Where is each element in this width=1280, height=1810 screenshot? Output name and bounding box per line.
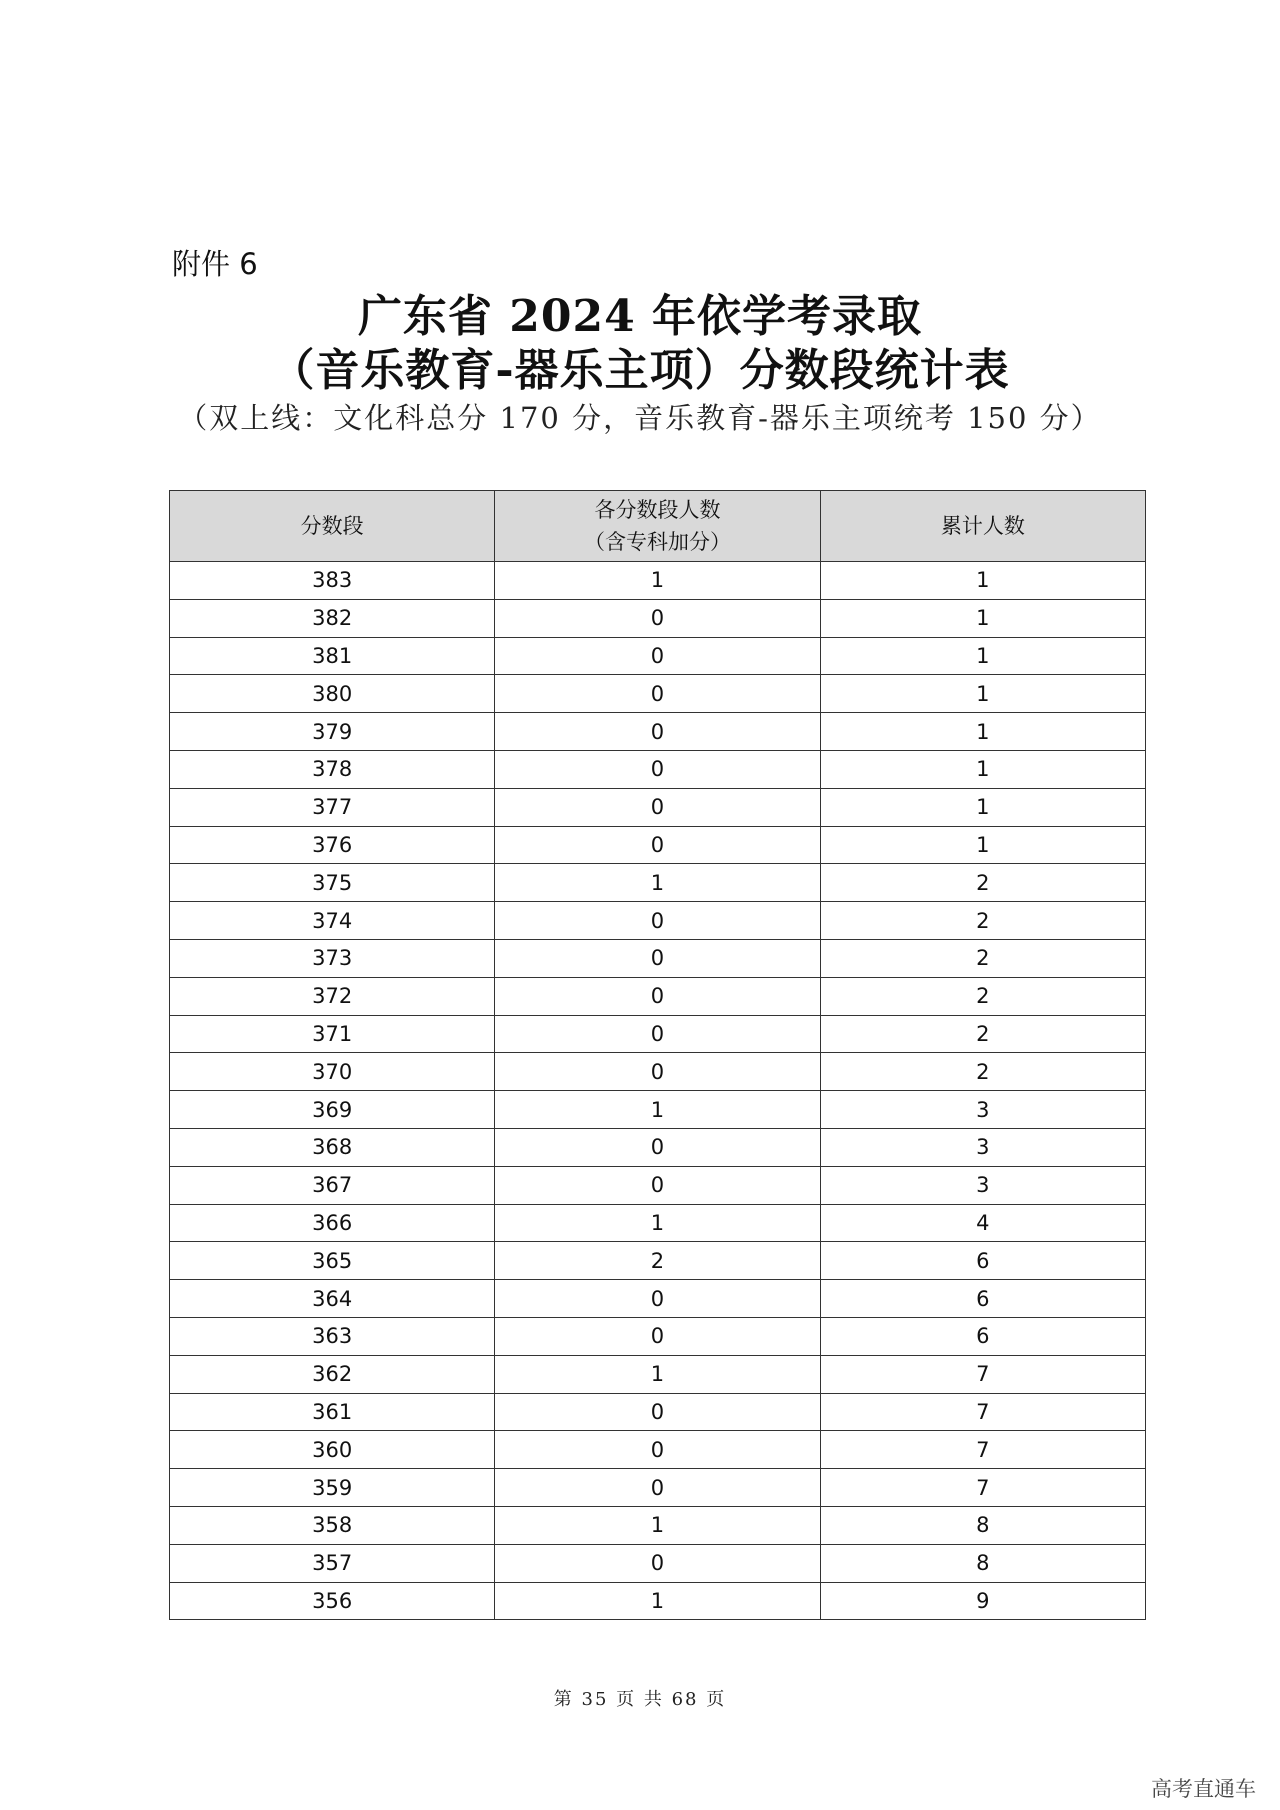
- table-row: [170, 1582, 1146, 1620]
- cell-cumulative: 9: [820, 1582, 1145, 1620]
- cell-count: 0: [495, 826, 820, 864]
- cell-count: 0: [495, 637, 820, 675]
- cell-score: 383: [170, 562, 495, 600]
- table-row: [170, 1242, 1146, 1280]
- cell-score: 371: [170, 1015, 495, 1053]
- cell-score: 380: [170, 675, 495, 713]
- table-row: [170, 1317, 1146, 1355]
- table-row: [170, 1431, 1146, 1469]
- header-cumulative: 累计人数: [820, 491, 1145, 562]
- header-score: 分数段: [170, 491, 495, 562]
- cell-score: 357: [170, 1544, 495, 1582]
- cell-score: 381: [170, 637, 495, 675]
- table-body: [170, 562, 1146, 1620]
- cell-count: 0: [495, 1166, 820, 1204]
- cell-cumulative: 7: [820, 1469, 1145, 1507]
- cell-cumulative: 1: [820, 637, 1145, 675]
- cell-score: 367: [170, 1166, 495, 1204]
- cell-cumulative: 6: [820, 1317, 1145, 1355]
- table-row: [170, 1469, 1146, 1507]
- document-subtitle: （双上线：文化科总分 170 分，音乐教育-器乐主项统考 150 分）: [178, 401, 1102, 435]
- cell-cumulative: 6: [820, 1242, 1145, 1280]
- cell-cumulative: 1: [820, 599, 1145, 637]
- cell-count: 0: [495, 902, 820, 940]
- table-row: [170, 1204, 1146, 1242]
- cell-cumulative: 6: [820, 1280, 1145, 1318]
- table-row: [170, 1166, 1146, 1204]
- cell-count: 1: [495, 1204, 820, 1242]
- score-distribution-table: [169, 490, 1146, 1620]
- cell-cumulative: 1: [820, 826, 1145, 864]
- table-row: [170, 599, 1146, 637]
- table-row: [170, 1091, 1146, 1129]
- cell-cumulative: 2: [820, 977, 1145, 1015]
- cell-count: 0: [495, 1053, 820, 1091]
- cell-count: 1: [495, 1355, 820, 1393]
- table-row: [170, 1280, 1146, 1318]
- cell-score: 368: [170, 1128, 495, 1166]
- table-row: [170, 1015, 1146, 1053]
- table-row: [170, 902, 1146, 940]
- table-row: [170, 1393, 1146, 1431]
- cell-count: 0: [495, 750, 820, 788]
- cell-score: 363: [170, 1317, 495, 1355]
- cell-score: 382: [170, 599, 495, 637]
- cell-count: 0: [495, 977, 820, 1015]
- cell-score: 377: [170, 788, 495, 826]
- table-row: [170, 713, 1146, 751]
- cell-score: 365: [170, 1242, 495, 1280]
- cell-cumulative: 2: [820, 1015, 1145, 1053]
- table-row: [170, 1355, 1146, 1393]
- cell-score: 364: [170, 1280, 495, 1318]
- cell-cumulative: 3: [820, 1166, 1145, 1204]
- cell-count: 0: [495, 599, 820, 637]
- cell-count: 0: [495, 1317, 820, 1355]
- cell-cumulative: 7: [820, 1355, 1145, 1393]
- cell-cumulative: 2: [820, 902, 1145, 940]
- cell-score: 376: [170, 826, 495, 864]
- cell-count: 1: [495, 562, 820, 600]
- cell-cumulative: 2: [820, 864, 1145, 902]
- cell-cumulative: 7: [820, 1393, 1145, 1431]
- table-row: [170, 1506, 1146, 1544]
- cell-cumulative: 1: [820, 788, 1145, 826]
- cell-count: 2: [495, 1242, 820, 1280]
- cell-cumulative: 7: [820, 1431, 1145, 1469]
- table-row: [170, 939, 1146, 977]
- cell-count: 0: [495, 1393, 820, 1431]
- cell-count: 0: [495, 1469, 820, 1507]
- table-row: [170, 826, 1146, 864]
- cell-score: 359: [170, 1469, 495, 1507]
- cell-score: 356: [170, 1582, 495, 1620]
- cell-score: 361: [170, 1393, 495, 1431]
- cell-cumulative: 1: [820, 713, 1145, 751]
- header-count: [495, 491, 820, 562]
- cell-cumulative: 1: [820, 675, 1145, 713]
- table-row: [170, 637, 1146, 675]
- cell-score: 373: [170, 939, 495, 977]
- cell-count: 0: [495, 713, 820, 751]
- cell-count: 0: [495, 1431, 820, 1469]
- cell-score: 362: [170, 1355, 495, 1393]
- cell-count: 0: [495, 1544, 820, 1582]
- cell-count: 1: [495, 1582, 820, 1620]
- cell-score: 358: [170, 1506, 495, 1544]
- header-count-line1: 各分数段人数: [594, 498, 721, 522]
- cell-count: 0: [495, 675, 820, 713]
- cell-count: 0: [495, 1280, 820, 1318]
- table-row: [170, 675, 1146, 713]
- cell-count: 0: [495, 1128, 820, 1166]
- document-title-line2: （音乐教育-器乐主项）分数段统计表: [270, 345, 1010, 396]
- cell-score: 366: [170, 1204, 495, 1242]
- header-count-line2: （含专科加分）: [583, 530, 731, 554]
- table-row: [170, 750, 1146, 788]
- cell-count: 0: [495, 788, 820, 826]
- table-row: [170, 1053, 1146, 1091]
- attachment-label: 附件 6: [172, 247, 258, 281]
- cell-count: 1: [495, 864, 820, 902]
- table-row: [170, 788, 1146, 826]
- document-title-line1: 广东省 2024 年依学考录取: [357, 291, 923, 342]
- cell-score: 370: [170, 1053, 495, 1091]
- cell-cumulative: 3: [820, 1091, 1145, 1129]
- cell-cumulative: 8: [820, 1506, 1145, 1544]
- page-footer: 第 35 页 共 68 页: [553, 1689, 727, 1710]
- cell-score: 374: [170, 902, 495, 940]
- cell-cumulative: 2: [820, 939, 1145, 977]
- table-row: [170, 977, 1146, 1015]
- cell-cumulative: 1: [820, 750, 1145, 788]
- cell-cumulative: 1: [820, 562, 1145, 600]
- cell-count: 1: [495, 1091, 820, 1129]
- table-row: [170, 562, 1146, 600]
- cell-count: 0: [495, 1015, 820, 1053]
- cell-score: 378: [170, 750, 495, 788]
- cell-cumulative: 8: [820, 1544, 1145, 1582]
- cell-count: 0: [495, 939, 820, 977]
- watermark: 高考直通车: [1151, 1777, 1256, 1801]
- cell-score: 369: [170, 1091, 495, 1129]
- table-row: [170, 864, 1146, 902]
- cell-score: 375: [170, 864, 495, 902]
- table-header-row: [170, 491, 1146, 562]
- cell-count: 1: [495, 1506, 820, 1544]
- table-row: [170, 1544, 1146, 1582]
- cell-score: 372: [170, 977, 495, 1015]
- cell-score: 360: [170, 1431, 495, 1469]
- cell-score: 379: [170, 713, 495, 751]
- cell-cumulative: 4: [820, 1204, 1145, 1242]
- cell-cumulative: 2: [820, 1053, 1145, 1091]
- cell-cumulative: 3: [820, 1128, 1145, 1166]
- table-row: [170, 1128, 1146, 1166]
